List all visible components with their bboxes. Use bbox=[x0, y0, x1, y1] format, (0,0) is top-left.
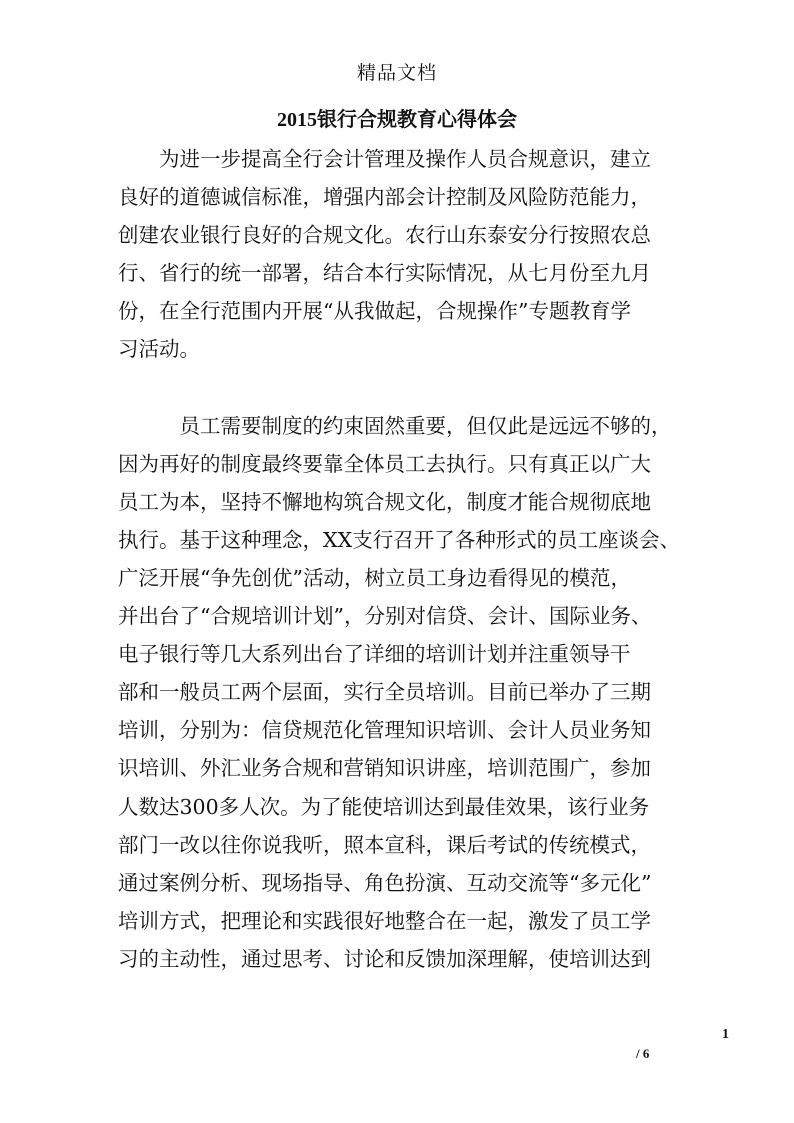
text-line: 员工为本，坚持不懈地构筑合规文化，制度才能合规彻底地 bbox=[118, 489, 651, 514]
text-line: 广泛开展“争先创优”活动，树立员工身边看得见的模范， bbox=[118, 565, 631, 590]
text-line: 培训方式，把理论和实践很好地整合在一起，激发了员工学 bbox=[118, 908, 651, 933]
text-line: 通过案例分析、现场指导、角色扮演、互动交流等“多元化” bbox=[118, 870, 652, 895]
paragraph-spacer bbox=[118, 369, 680, 407]
text-line: 员工需要制度的约束固然重要，但仅此是远远不够的， bbox=[118, 413, 672, 438]
text-line: 份，在全行范围内开展“从我做起，合规操作”专题教育学 bbox=[118, 299, 631, 324]
text-line: 为进一步提高全行会计管理及操作人员合规意识，建立 bbox=[118, 147, 651, 171]
paragraph-2 bbox=[118, 407, 680, 978]
text-line: 识培训、外汇业务合规和营销知识讲座，培训范围广，参加 bbox=[118, 756, 651, 781]
text-line: 培训，分别为：信贷规范化管理知识培训、会计人员业务知 bbox=[118, 718, 651, 743]
text-line: 电子银行等几大系列出台了详细的培训计划并注重领导干 bbox=[118, 642, 631, 667]
page-total: / 6 bbox=[636, 1046, 650, 1061]
text-line: 并出台了“合规培训计划”，分别对信贷、会计、国际业务、 bbox=[118, 604, 652, 629]
text-line: 因为再好的制度最终要靠全体员工去执行。只有真正以广大 bbox=[118, 451, 651, 476]
text-line: 习活动。 bbox=[118, 337, 200, 362]
document-header: 精品文档 bbox=[356, 62, 437, 84]
text-line: 良好的道德诚信标准，增强内部会计控制及风险防范能力， bbox=[118, 185, 651, 210]
text-line: 习的主动性，通过思考、讨论和反馈加深理解，使培训达到 bbox=[118, 946, 651, 971]
paragraph-1 bbox=[118, 140, 680, 369]
document-body bbox=[118, 140, 680, 978]
text-line: 执行。基于这种理念，XX支行召开了各种形式的员工座谈会、 bbox=[118, 527, 680, 552]
text-line: 部和一般员工两个层面，实行全员培训。目前已举办了三期 bbox=[118, 680, 651, 705]
document-title: 2015银行合规教育心得体会 bbox=[277, 109, 517, 131]
text-line: 人数达300多人次。为了能使培训达到最佳效果，该行业务 bbox=[118, 794, 650, 819]
text-line: 创建农业银行良好的合规文化。农行山东泰安分行按照农总 bbox=[118, 223, 651, 248]
text-line: 部门一改以往你说我听，照本宣科，课后考试的传统模式， bbox=[118, 832, 651, 857]
text-line: 行、省行的统一部署，结合本行实际情况，从七月份至九月 bbox=[118, 261, 651, 286]
page-number: 1 bbox=[722, 1027, 729, 1042]
